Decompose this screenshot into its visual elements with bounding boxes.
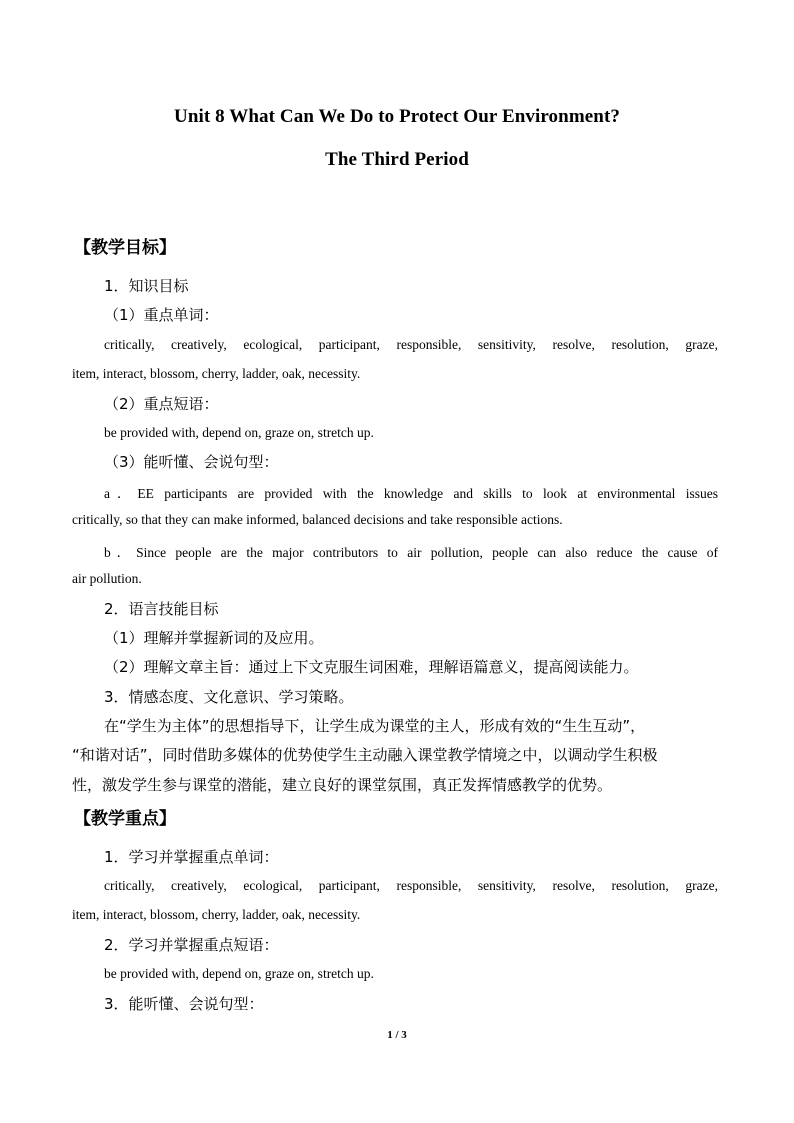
emotion-heading: 3．情感态度、文化意识、学习策略。 xyxy=(104,688,354,706)
vocab-heading: （1）重点单词： xyxy=(104,306,219,324)
emotion-paragraph-line-1: 在“学生为主体”的思想指导下，让学生成为课堂的主人，形成有效的“生生互动”， xyxy=(104,717,646,735)
objectives-heading: 【教学目标】 xyxy=(74,238,176,258)
key-points-heading: 【教学重点】 xyxy=(74,809,176,829)
knowledge-heading: 1．知识目标 xyxy=(104,277,189,295)
vocab-line-2: item, interact, blossom, cherry, ladder, oak, necessity. xyxy=(72,366,361,381)
document-title: Unit 8 What Can We Do to Protect Our Environment? xyxy=(174,106,620,127)
skill-item-1: （1）理解并掌握新词的及应用。 xyxy=(104,629,324,647)
skill-item-2: （2）理解文章主旨：通过上下文克服生词困难，理解语篇意义，提高阅读能力。 xyxy=(104,658,639,676)
key-vocab-line-2: item, interact, blossom, cherry, ladder, oak, necessity. xyxy=(72,907,361,922)
key-vocab-line-1: critically, creatively, ecological, participant, responsible, sensitivity, resolve, resolution, graze, xyxy=(104,878,718,893)
phrase-heading: （2）重点短语： xyxy=(104,395,219,413)
sentence-heading: （3）能听懂、会说句型： xyxy=(104,453,279,471)
sentence-a-line-2: critically, so that they can make informed, balanced decisions and take responsible actions. xyxy=(72,512,563,527)
key-point-3: 3．能听懂、会说句型： xyxy=(104,995,264,1013)
vocab-line-1: critically, creatively, ecological, participant, responsible, sensitivity, resolve, resolution, graze, xyxy=(104,337,718,352)
key-phrase-line: be provided with, depend on, graze on, stretch up. xyxy=(104,966,374,981)
sentence-b-line-1: b．Since people are the major contributors to air pollution, people can also reduce the cause of xyxy=(104,545,718,560)
emotion-paragraph-line-2: “和谐对话”，同时借助多媒体的优势使学生主动融入课堂教学情境之中，以调动学生积极 xyxy=(72,746,658,764)
document-subtitle: The Third Period xyxy=(325,149,469,170)
phrase-line: be provided with, depend on, graze on, stretch up. xyxy=(104,425,374,440)
key-point-2: 2．学习并掌握重点短语： xyxy=(104,936,279,954)
skill-heading: 2．语言技能目标 xyxy=(104,600,219,618)
page-number: 1 / 3 xyxy=(387,1029,407,1041)
sentence-b-line-2: air pollution. xyxy=(72,571,142,586)
emotion-paragraph-line-3: 性，激发学生参与课堂的潜能，建立良好的课堂氛围，真正发挥情感教学的优势。 xyxy=(72,776,613,794)
sentence-a-line-1: a．EE participants are provided with the knowledge and skills to look at environmental issues xyxy=(104,486,718,501)
key-point-1: 1．学习并掌握重点单词： xyxy=(104,848,279,866)
